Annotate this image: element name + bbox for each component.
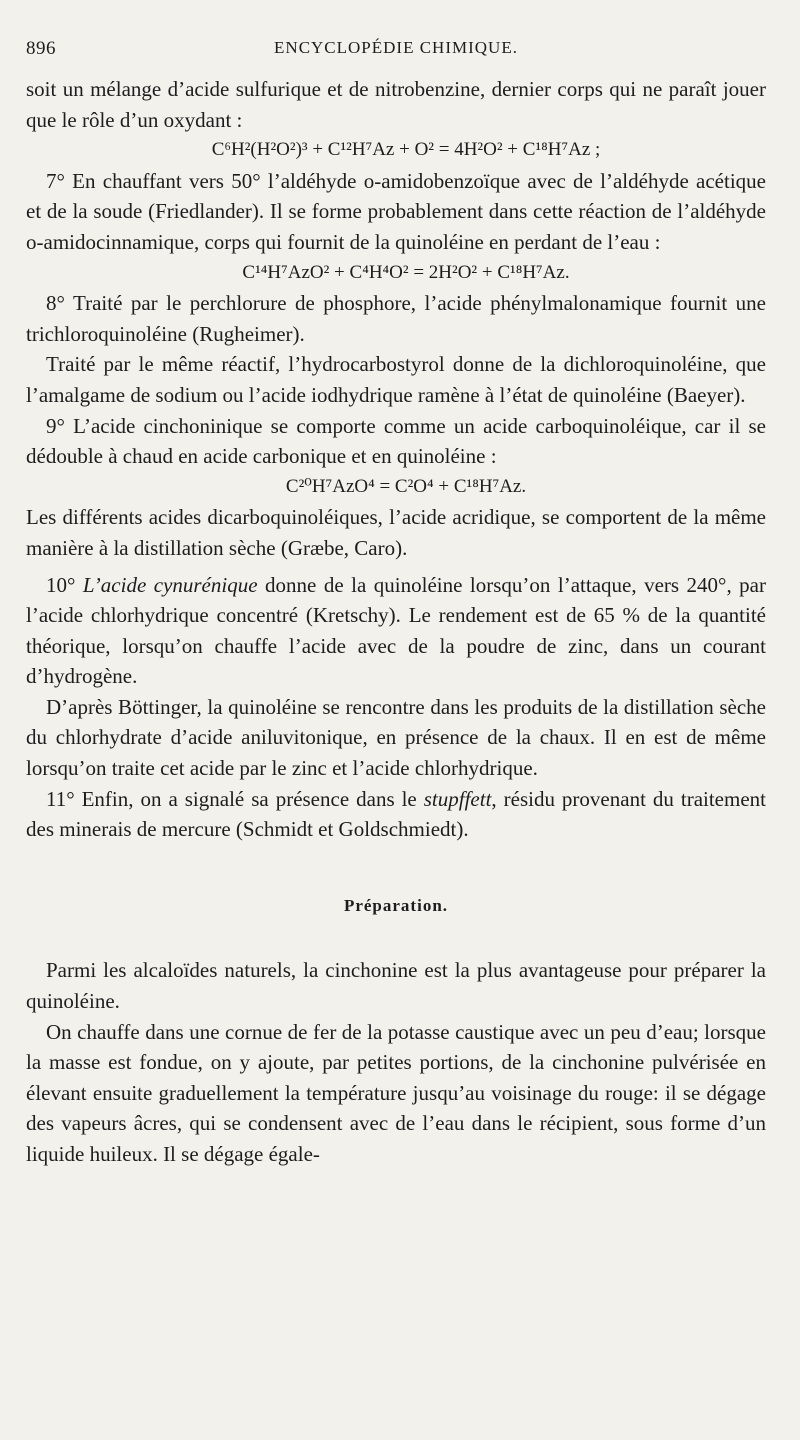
paragraph-preparation-2: On chauffe dans une cornue de fer de la potasse caustique avec un peu d’eau; lorsque la masse est fondue, on y ajoute, par petites portions, de la cinchonine pulvérisée en élevant ensuite graduellement la température jusqu’au voisinage du rouge: il se dégage des vapeurs âcres, qui se condensent avec de l’eau dans le récipient, sous forme d’un liquide huileux. Il se dégage égale-: [26, 1019, 766, 1166]
page-body: [26, 74, 766, 1170]
paragraph-7: 7° En chauffant vers 50° l’aldéhyde o-amidobenzoïque avec de l’aldéhyde acétique et de la soude (Friedlander). Il se forme probablement dans cette réaction de l’aldéhyde o-amidocinnamique, corps qui fournit de la quinoléine en perdant de l’eau :: [26, 168, 766, 254]
paragraph-10b: D’après Böttinger, la quinoléine se rencontre dans les produits de la distillation sèche du chlorhydrate d’acide aniluvitonique, en présence de la chaux. Il en est de même lorsqu’on traite cet acide par le zinc et l’acide chlorhydrique.: [26, 694, 766, 781]
paragraph-11-start: 11° Enfin, on a signalé sa présence dans le: [46, 786, 424, 811]
paragraph-9b: Les différents acides dicarboquinoléiques, l’acide acridique, se comportent de la même manière à la distillation sèche (Græbe, Caro).: [26, 505, 766, 560]
paragraph-10: [26, 570, 766, 692]
paragraph-11: [26, 784, 766, 845]
paragraph-10-italic: L’acide cynurénique: [82, 572, 258, 597]
paragraph-10-rest: donne de la quinoléine lorsqu’on l’attaque, vers 240°, par l’acide chlorhydrique concentré (Kretschy). Le rendement est de 65 % de la quantité théorique, lorsqu’on chauffe l’acide avec de la poudre de zinc, dans un courant d’hydrogène.: [26, 572, 766, 689]
paragraph-11-rest: , résidu provenant du traitement des minerais de mercure (Schmidt et Goldschmiedt).: [26, 786, 766, 842]
formula-3: C²⁰H⁷AzO⁴ = C²O⁴ + C¹⁸H⁷Az.: [285, 475, 527, 497]
paragraph-10-start: 10°: [46, 572, 83, 597]
paragraph-intro: soit un mélange d’acide sulfurique et de nitrobenzine, dernier corps qui ne paraît jouer que le rôle d’un oxydant :: [26, 77, 766, 132]
paragraph-8b: Traité par le même réactif, l’hydrocarbostyrol donne de la dichloroquinoléine, que l’amalgame de sodium ou l’acide iodhydrique ramène à l’état de quinoléine (Baeyer).: [26, 352, 766, 407]
paragraph-8: 8° Traité par le perchlorure de phosphore, l’acide phénylmalonamique fournit une trichloroquinoléine (Rugheimer).: [26, 291, 766, 346]
formula-1: C⁶H²(H²O²)³ + C¹²H⁷Az + O² = 4H²O² + C¹⁸H⁷Az ;: [211, 139, 601, 161]
paragraph-9: 9° L’acide cinchoninique se comporte comme un acide carboquinoléique, car il se dédouble à chaud en acide carbonique et en quinoléine :: [26, 413, 766, 469]
section-title-preparation: Préparation.: [343, 895, 449, 915]
page-number: 896: [26, 38, 56, 59]
paragraph-preparation-1: Parmi les alcaloïdes naturels, la cinchonine est la plus avantageuse pour préparer la quinoléine.: [26, 958, 766, 1014]
running-head: ENCYCLOPÉDIE CHIMIQUE.: [274, 38, 518, 57]
paragraph-11-italic: stupffett: [423, 786, 492, 811]
page-header: [26, 38, 766, 64]
formula-2: C¹⁴H⁷AzO² + C⁴H⁴O² = 2H²O² + C¹⁸H⁷Az.: [242, 261, 570, 283]
